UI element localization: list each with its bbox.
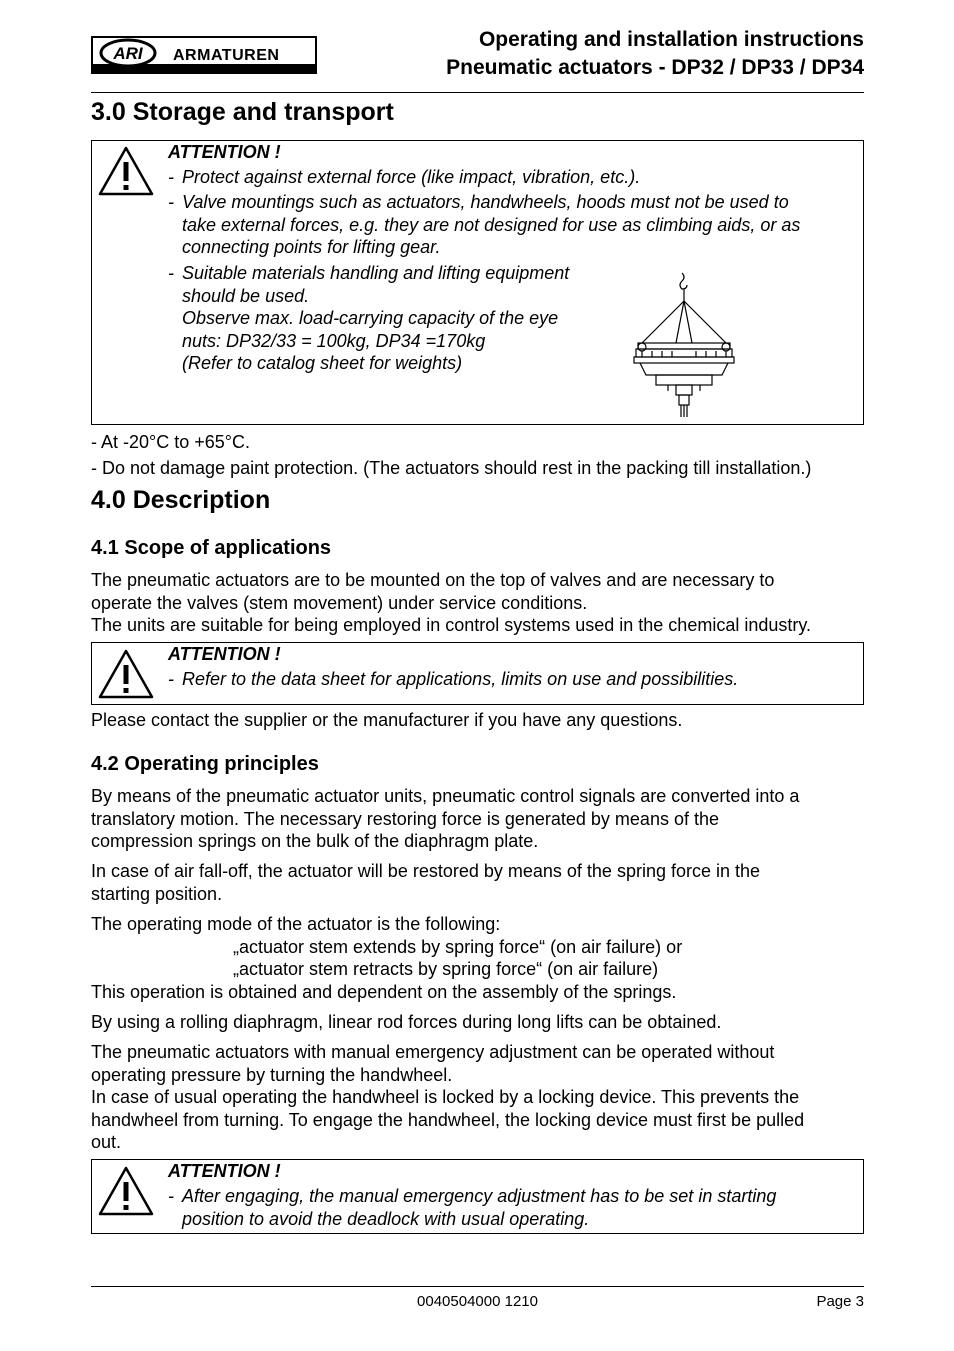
warning-icon	[97, 1165, 155, 1217]
scope-paragraph: The pneumatic actuators are to be mounted on the top of valves and are necessary to operate the valves (stem movement) under service conditions. The units are suitable for being employed in control systems used in the chemical industry.	[91, 570, 812, 636]
attention-box-operating	[91, 1159, 864, 1234]
principles-paragraph-2: In case of air fall-off, the actuator will be restored by means of the spring force in the starting position.	[91, 861, 761, 904]
principles-paragraph-4: By using a rolling diaphragm, linear rod forces during long lifts can be obtained.	[91, 1012, 722, 1032]
contact-note: Please contact the supplier or the manufacturer if you have any questions.	[91, 710, 683, 730]
document-title	[446, 26, 864, 82]
page-number: Page 3	[816, 1293, 864, 1310]
section-4-heading: 4.0 Description	[91, 486, 271, 514]
attention-title: ATTENTION !	[168, 1161, 281, 1181]
svg-text:ARI: ARI	[113, 44, 143, 63]
lifting-illustration	[632, 271, 742, 419]
attention-box-storage	[91, 140, 864, 425]
attention-item: - After engaging, the manual emergency adjustment has to be set in starting position to avoid the deadlock with usual operating.	[168, 1186, 777, 1229]
svg-text:ARMATUREN: ARMATUREN	[173, 47, 280, 64]
warning-icon	[97, 648, 155, 700]
storage-temperature: - At -20°C to +65°C.	[91, 432, 250, 452]
attention-title: ATTENTION !	[168, 644, 281, 664]
principles-paragraph-5: The pneumatic actuators with manual emergency adjustment can be operated without operating pressure by turning the handwheel. In case of usual operating the handwheel is locked by a locking device. This prevents the handwheel from turning. To engage the handwheel, the locking device must first be pulled out.	[91, 1042, 805, 1153]
page-footer	[91, 1286, 864, 1316]
attention-item: - Protect against external force (like impact, vibration, etc.).	[168, 167, 641, 187]
warning-icon	[97, 145, 155, 197]
title-line-2: Pneumatic actuators - DP32 / DP33 / DP34	[446, 56, 864, 79]
section-4-1-heading: 4.1 Scope of applications	[91, 537, 332, 559]
principles-paragraph-1: By means of the pneumatic actuator units, pneumatic control signals are converted into a translatory motion. The necessary restoring force is generated by means of the compression springs on the bulk of the diaphragm plate.	[91, 786, 800, 852]
attention-title: ATTENTION !	[168, 142, 281, 162]
attention-item: - Valve mountings such as actuators, handwheels, hoods must not be used to take external forces, e.g. they are not designed for use as climbing aids, or as connecting points for lifting gear.	[168, 192, 801, 258]
title-line-1: Operating and installation instructions	[478, 28, 864, 51]
operating-mode-1: „actuator stem extends by spring force“ (on air failure) or	[233, 936, 683, 957]
attention-box-scope	[91, 642, 864, 705]
ari-armaturen-logo	[91, 36, 317, 74]
section-4-2-heading: 4.2 Operating principles	[91, 753, 319, 775]
section-3-heading: 3.0 Storage and transport	[91, 98, 394, 126]
operating-mode-2: „actuator stem retracts by spring force“ (on air failure)	[233, 959, 659, 980]
principles-paragraph-3: The operating mode of the actuator is the following: „actuator stem extends by spring force“ (on air failure) or „actuator stem retracts by spring force“ (on air failure) This operation is obtained and dependent on the assembly of the springs.	[91, 913, 866, 1003]
page-header	[91, 24, 864, 93]
attention-item: - Refer to the data sheet for applications, limits on use and possibilities.	[168, 669, 739, 689]
storage-paint-note: - Do not damage paint protection. (The actuators should rest in the packing till installation.)	[91, 458, 812, 478]
attention-item: - Suitable materials handling and lifting equipment should be used. Observe max. load-carrying capacity of the eye nuts: DP32/33 = 100kg, DP34 =170kg (Refer to catalog sheet for weights)	[168, 263, 570, 374]
document-code: 0040504000 1210	[417, 1293, 538, 1310]
